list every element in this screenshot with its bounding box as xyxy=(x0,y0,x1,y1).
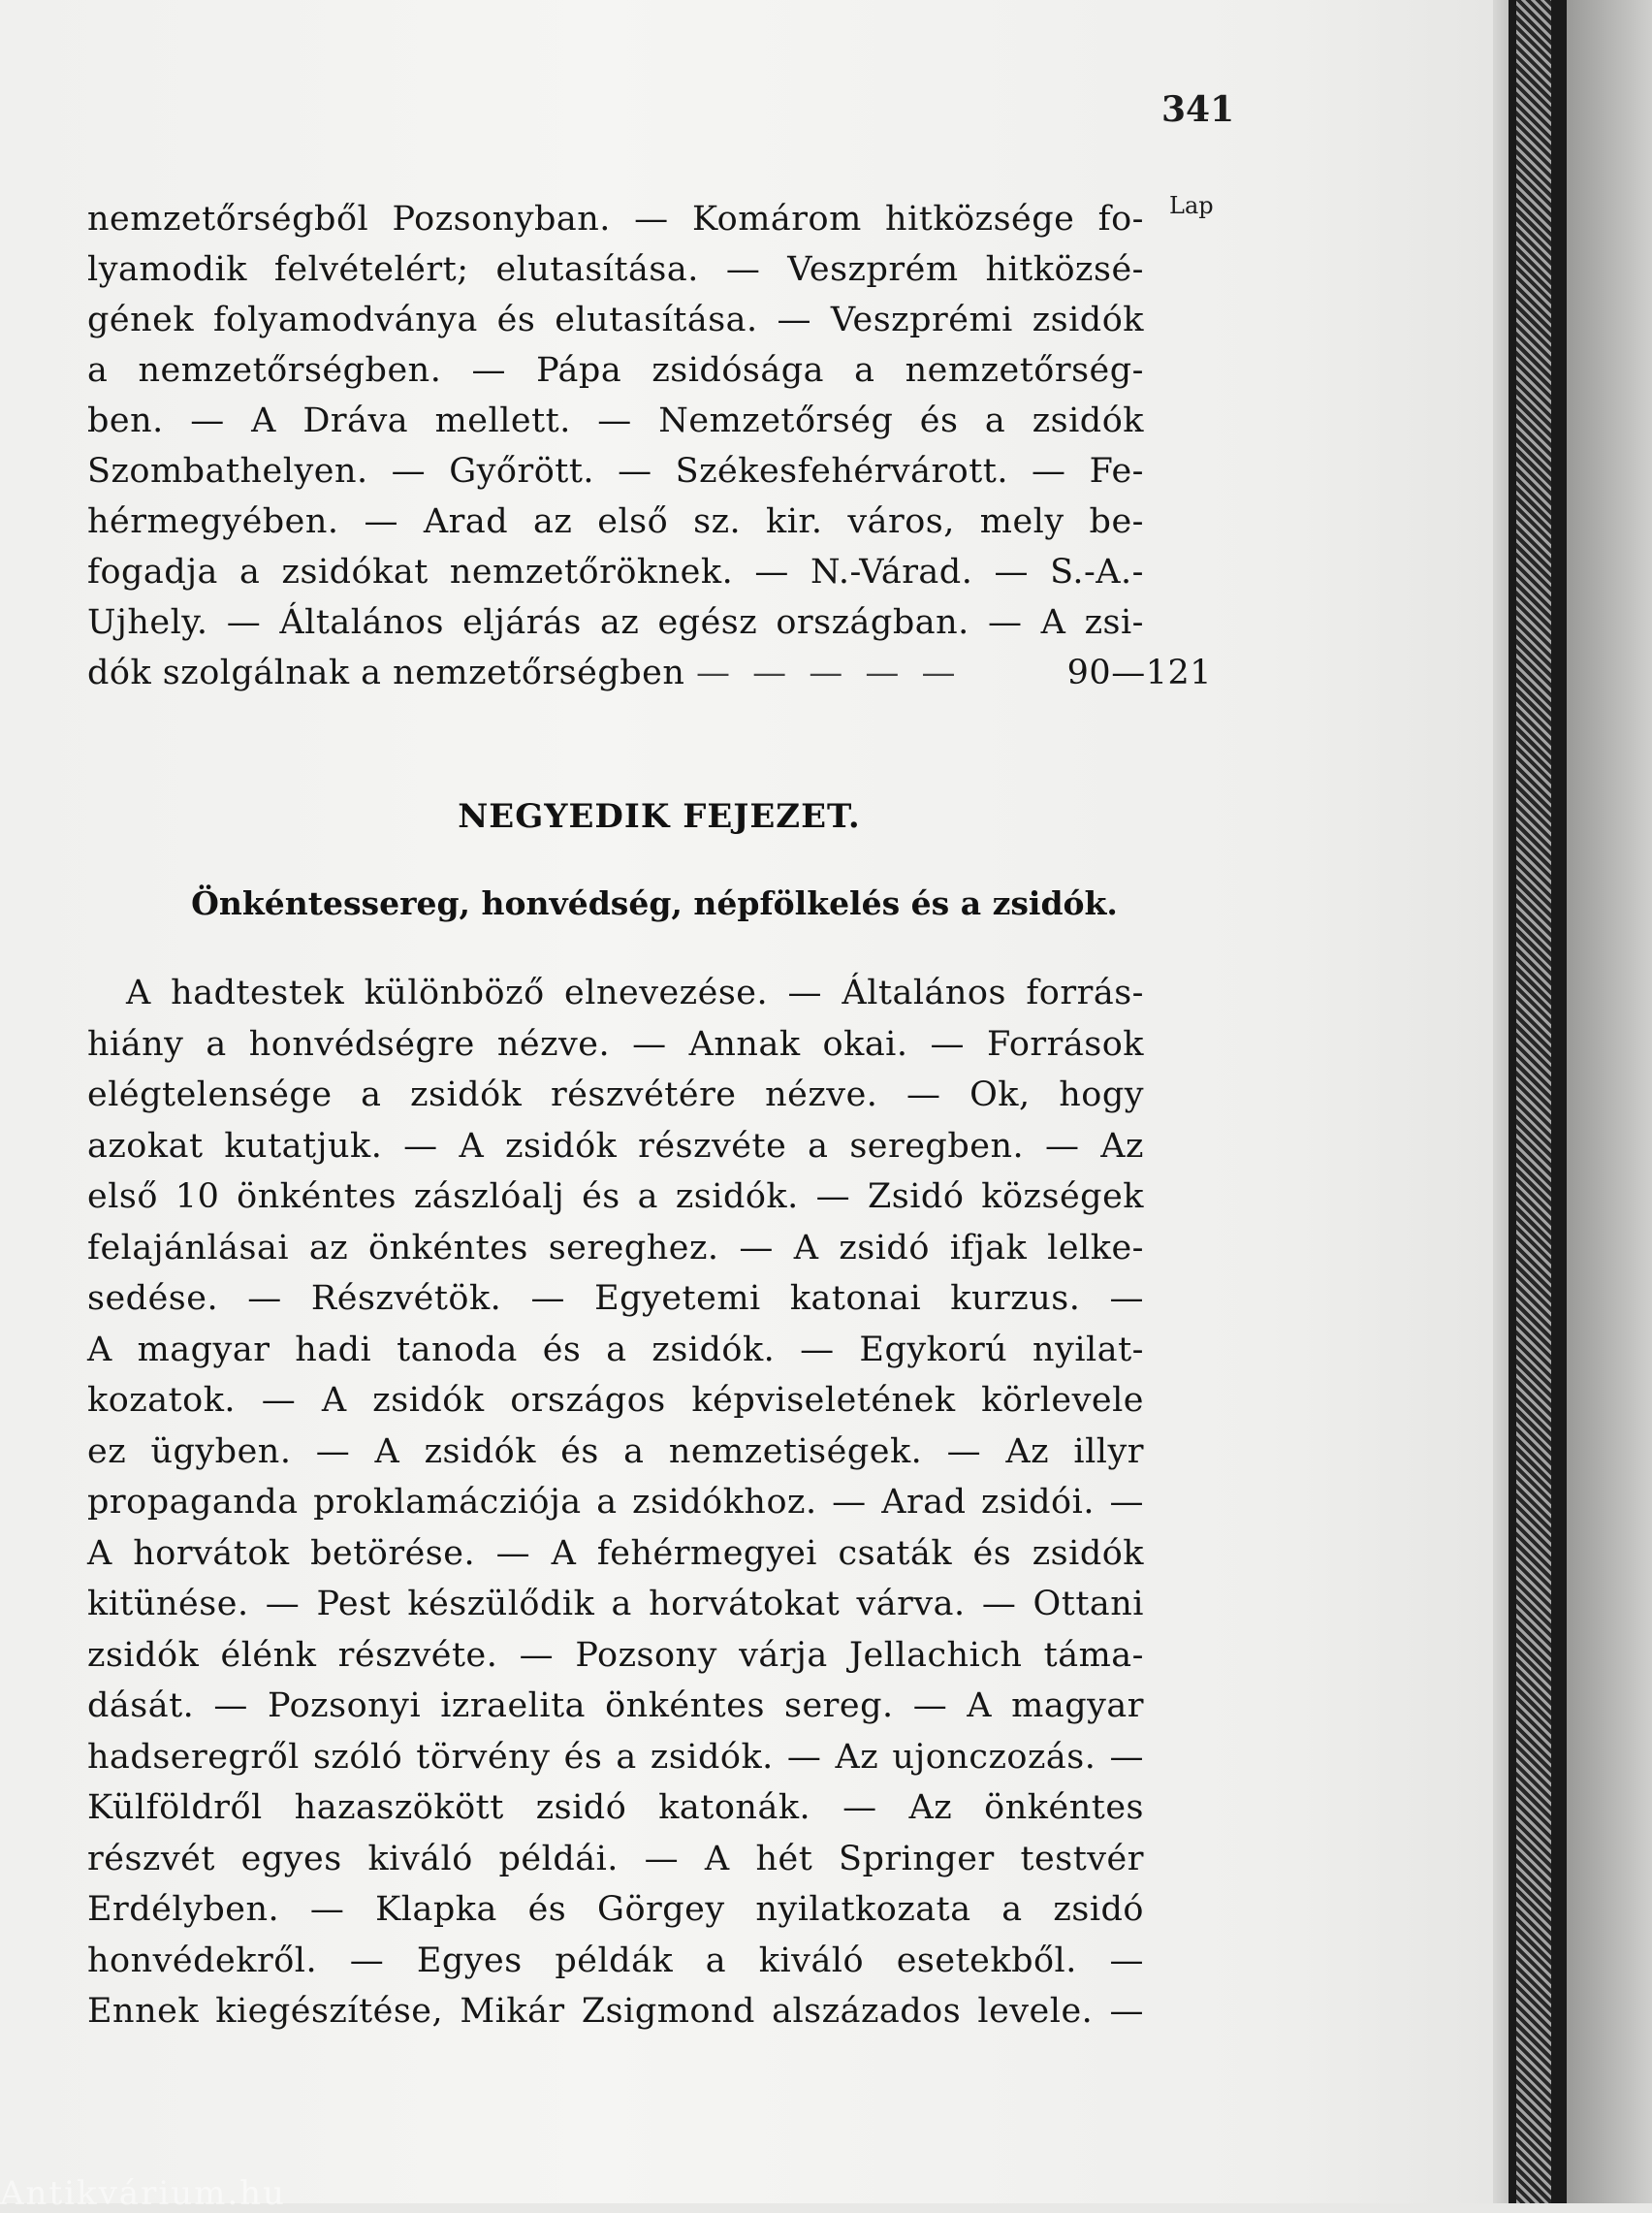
text-line: propaganda proklamácziója a zsidókhoz. — Arad zsidói. — xyxy=(87,1483,1144,1522)
toc-entry-last-line xyxy=(87,648,1212,698)
text-line: hadseregről szóló törvény és a zsidók. — Az ujonczozás. — xyxy=(87,1737,1144,1777)
page-column-label: Lap xyxy=(1169,192,1214,219)
text-line: gének folyamodványa és elutasítása. — Veszprémi zsidók xyxy=(87,301,1144,339)
dot-leaders: — — — — — xyxy=(696,654,962,692)
chapter-title: Önkéntessereg, honvédség, népfölkelés és a zsidók. xyxy=(191,884,1118,922)
text-line: A horvátok betörése. — A fehérmegyei csaták és zsidók xyxy=(87,1533,1144,1573)
text-line: sedése. — Részvétök. — Egyetemi katonai kurzus. — xyxy=(87,1279,1144,1318)
text-line: ben. — A Dráva mellett. — Nemzetőrség és a zsidók xyxy=(87,401,1144,440)
text-line: hiány a honvédségre nézve. — Annak okai. — Források xyxy=(87,1024,1144,1064)
text-line: Ujhely. — Általános eljárás az egész országban. — A zsi- xyxy=(87,603,1144,642)
text-line: A magyar hadi tanoda és a zsidók. — Egykorú nyilat- xyxy=(87,1330,1144,1369)
chapter-summary xyxy=(87,968,1144,2037)
text-line: fogadja a zsidókat nemzetőröknek. — N.-Várad. — S.-A.- xyxy=(87,553,1144,592)
text-line: A hadtestek különböző elnevezése. — Általános forrás- xyxy=(126,974,1144,1012)
text-line: zsidók élénk részvéte. — Pozsony várja Jellachich táma- xyxy=(87,1635,1144,1675)
page-edge xyxy=(1493,0,1509,2203)
text-line: kitünése. — Pest készülődik a horvátokat várva. — Ottani xyxy=(87,1585,1144,1623)
chapter-heading: NEGYEDIK FEJEZET. xyxy=(458,797,861,836)
text-line: részvét egyes kiváló példái. — A hét Springer testvér xyxy=(87,1839,1144,1878)
text-line: a nemzetőrségben. — Pápa zsidósága a nemzetőrség- xyxy=(87,351,1144,390)
page-number: 341 xyxy=(1161,89,1235,130)
cover-marbled-pattern xyxy=(1516,0,1551,2203)
text-line-end: dók szolgálnak a nemzetőrségben xyxy=(87,654,685,692)
text-line: azokat kutatjuk. — A zsidók részvéte a seregben. — Az xyxy=(87,1126,1144,1166)
text-line: Szombathelyen. — Győrött. — Székesfehérvárott. — Fe- xyxy=(87,452,1144,491)
background-surface xyxy=(1567,0,1652,2203)
text-line: Ennek kiegészítése, Mikár Zsigmond alszázados levele. — xyxy=(87,1992,1144,2031)
text-line: Erdélyben. — Klapka és Görgey nyilatkozata a zsidó xyxy=(87,1890,1144,1929)
text-line: hérmegyében. — Arad az első sz. kir. város, mely be- xyxy=(87,502,1144,541)
text-line: honvédekről. — Egyes példák a kiváló esetekből. — xyxy=(87,1940,1144,1980)
page-range: 90—121 xyxy=(1066,654,1212,692)
text-line: első 10 önkéntes zászlóalj és a zsidók. — Zsidó községek xyxy=(87,1177,1144,1216)
text-line: elégtelensége a zsidók részvétére nézve. — Ok, hogy xyxy=(87,1075,1144,1114)
text-line: ez ügyben. — A zsidók és a nemzetiségek. — Az illyr xyxy=(87,1431,1144,1471)
text-line: Külföldről hazaszökött zsidó katonák. — Az önkéntes xyxy=(87,1788,1144,1827)
watermark: Antikvárium.hu xyxy=(0,2174,286,2213)
text-line: kozatok. — A zsidók országos képviseletének körlevele xyxy=(87,1381,1144,1420)
text-line: lyamodik felvételért; elutasítása. — Veszprém hitközsé- xyxy=(87,250,1144,289)
text-line: felajánlásai az önkéntes sereghez. — A zsidó ifjak lelke- xyxy=(87,1228,1144,1267)
text-line: nemzetőrségből Pozsonyban. — Komárom hitközsége fo- xyxy=(87,200,1144,239)
text-line: dását. — Pozsonyi izraelita önkéntes sereg. — A magyar xyxy=(87,1686,1144,1725)
